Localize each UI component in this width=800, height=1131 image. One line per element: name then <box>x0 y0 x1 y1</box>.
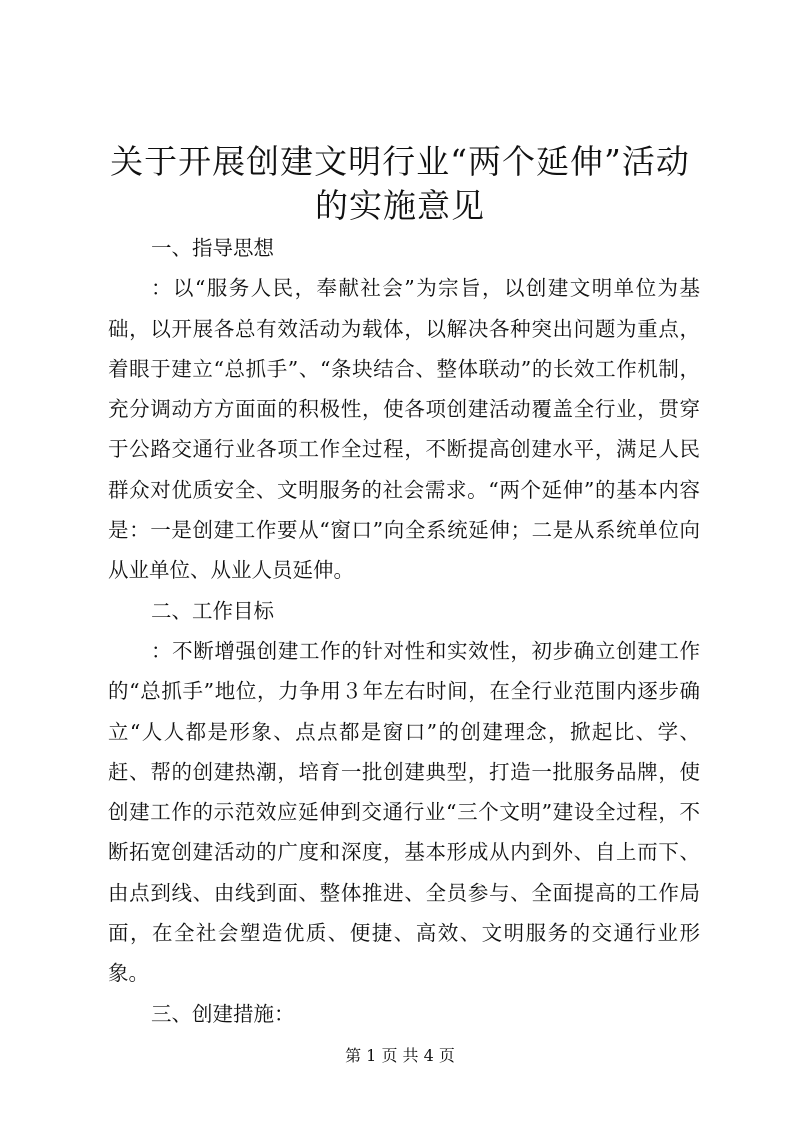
section-heading-guiding-thought: 一、指导思想 <box>151 236 274 260</box>
document-title: 关于开展创建文明行业“两个延伸”活动的实施意见 <box>110 142 690 225</box>
section-heading-work-goals: 二、工作目标 <box>151 598 274 623</box>
page-number: 第 1 页 共 4 页 <box>345 1046 455 1065</box>
section-heading-measures: 三、创建措施： <box>151 1001 295 1026</box>
section-paragraph-work-goals: ：不断增强创建工作的针对性和实效性，初步确立创建工作的“总抓手”地位，力争用３年左右时间，在全行业范围内逐步确立“人人都是形象、点点都是窗口”的创建理念，掀起比、学、赶、帮的创建热潮，培育一批创建典型，打造一批服务品牌，使创建工作的示范效应延伸到交通行业“三个文明”建设全过程，不断拓宽创建活动的广度和深度，基本形成从内到外、自上而下、由点到线、由线到面、整体推进、全员参与、全面提高的工作局面，在全社会塑造优质、便捷、高效、文明服务的交通行业形象。 <box>108 638 700 986</box>
section-paragraph-guiding-thought: ：以“服务人民，奉献社会”为宗旨，以创建文明单位为基础，以开展各总有效活动为载体，以解决各种突出问题为重点，着眼于建立“总抓手”、“条块结合、整体联动”的长效工作机制，充分调动方方面面的积极性，使各项创建活动覆盖全行业，贯穿于公路交通行业各项工作全过程，不断提高创建水平，满足人民群众对优质安全、文明服务的社会需求。“两个延伸”的基本内容是：一是创建工作要从“窗口”向全系统延伸；二是从系统单位向从业单位、从业人员延伸。 <box>108 276 700 583</box>
document-body <box>108 228 700 1034</box>
